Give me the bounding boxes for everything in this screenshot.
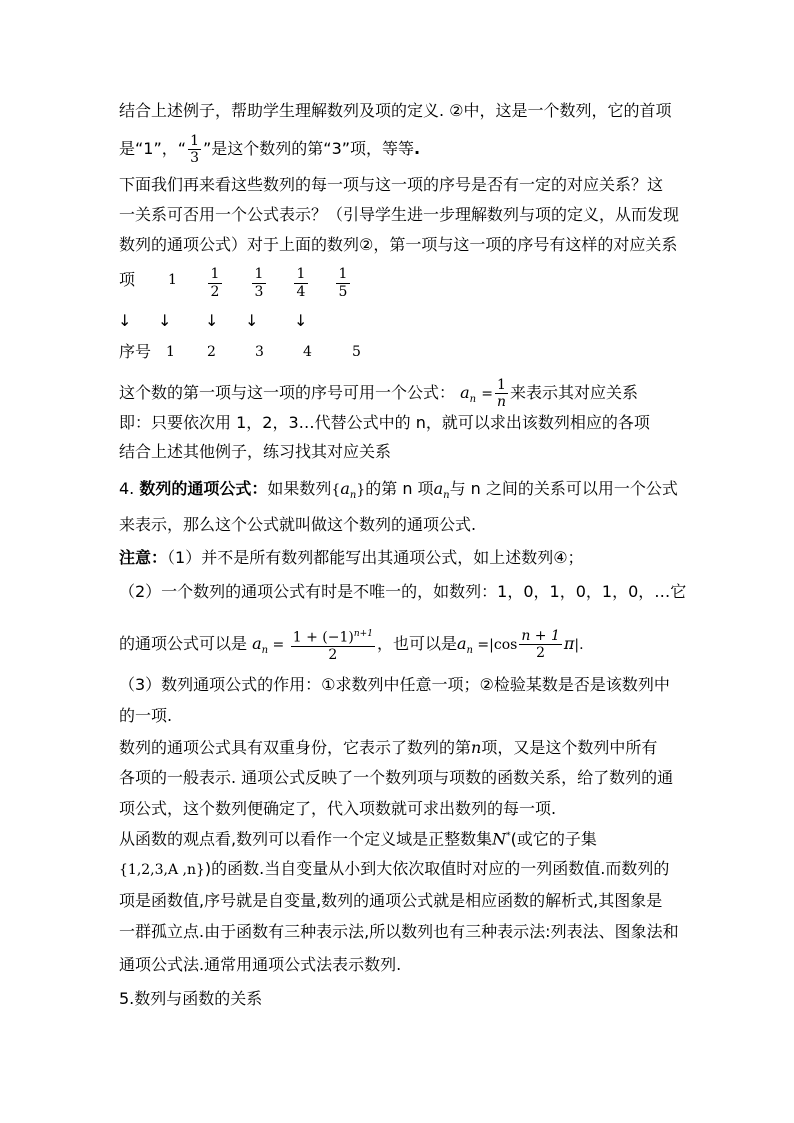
para4-star: * — [506, 831, 511, 841]
para1-line2-a: 是“1”，“ — [119, 139, 187, 158]
para2-line1: 下面我们再来看这些数列的每一项与这一项的序号是否有一定的对应关系？这 — [119, 175, 664, 194]
def-brace-close: } — [356, 482, 366, 498]
note-label: 注意： — [119, 548, 168, 567]
para4-set: {1,2,3,A ,n} — [119, 862, 205, 878]
note-item2: （2）一个数列的通项公式有时是不唯一的，如数列：1，0，1，0，1，0，…它 — [119, 582, 687, 601]
fraction-den: 4 — [296, 284, 306, 300]
abs-bar-end: |. — [574, 636, 584, 653]
note-line1 — [119, 548, 584, 568]
table-fraction-2 — [252, 266, 266, 301]
down-arrow-icon: ↓ — [118, 311, 132, 330]
fraction-one-third — [188, 133, 201, 166]
table-fraction-4 — [336, 266, 350, 301]
fraction-den: n — [496, 394, 506, 410]
para3-line3: 项公式，这个数列便确定了，代入项数就可求出数列的每一项. — [119, 799, 557, 818]
fraction-den: 3 — [190, 150, 199, 166]
para4-line1-b: (或它的子集 — [510, 829, 597, 849]
para1-line1: 结合上述例子，帮助学生理解数列及项的定义. ②中，这是一个数列，它的首项 — [119, 101, 672, 120]
def-term: 数列的通项公式： — [139, 479, 268, 498]
fraction-cos-arg — [519, 628, 562, 661]
table-index-5: 5 — [352, 344, 361, 360]
fraction-num: n + 1 — [521, 627, 560, 644]
abs-bar: | — [489, 636, 494, 653]
definition-line1 — [119, 479, 678, 506]
fraction-num: 1 — [190, 133, 199, 149]
def-text-b: 的第 n 项 — [365, 479, 434, 498]
down-arrow-icon: ↓ — [294, 311, 308, 330]
note-item1: （1）并不是所有数列都能写出其通项公式，如上述数列④； — [167, 548, 584, 567]
formula-a: a — [252, 633, 262, 653]
def-sub-n: n — [349, 490, 357, 502]
para3-n: n — [471, 738, 482, 757]
para1-dot: . — [414, 139, 421, 158]
def-sub-n2: n — [443, 490, 450, 502]
def-text-c: 与 n 之间的关系可以用一个公式 — [449, 479, 678, 498]
fraction-num-text: 1 + (−1) — [292, 629, 354, 646]
def-num: 4. — [119, 479, 140, 498]
fraction-num: 1 — [252, 266, 266, 284]
para4-line1-a: 从函数的观点看,数列可以看作一个定义域是正整数集 — [119, 829, 493, 849]
fraction-den: 5 — [338, 284, 348, 300]
line-practice: 结合上述其他例子，练习找其对应关系 — [119, 442, 392, 461]
para3-line2: 各项的一般表示. 通项公式反映了一个数列项与项数的函数关系，给了数列的通 — [119, 768, 674, 787]
table-fraction-3 — [294, 266, 308, 301]
formula-sub-n: n — [466, 645, 473, 657]
section-5-heading: 5.数列与函数的关系 — [119, 989, 263, 1008]
pi-symbol: π — [563, 633, 575, 653]
formula-prefix: 这个数的第一项与这一项的序号可用一个公式： — [119, 383, 456, 402]
note-item3: （3）数列通项公式的作用：①求数列中任意一项；②检验某数是否是该数列中 — [119, 675, 670, 694]
para4-line2-b: )的函数.当自变量从小到大依次取值时对应的一列函数值.而数列的 — [204, 859, 670, 878]
fraction-num — [291, 626, 375, 647]
para4-line5: 通项公式法.通常用通项公式法表示数列. — [119, 955, 402, 974]
line-ji: 即：只要依次用 1，2，3…代替公式中的 n，就可以求出该数列相应的各项 — [119, 413, 650, 432]
formula-sub-n: n — [469, 394, 477, 406]
formula-a: a — [456, 633, 467, 653]
fraction-den: 2 — [328, 646, 338, 663]
def-a: a — [340, 479, 350, 498]
note-item2-formulas — [119, 626, 584, 663]
formula-suffix: 来表示其对应关系 — [509, 383, 638, 402]
table-item-label: 项 — [119, 270, 136, 289]
table-index-3: 3 — [255, 344, 264, 360]
table-index-2: 2 — [207, 344, 216, 360]
fraction-num: 1 — [294, 266, 308, 284]
para1-line2-b: ”是这个数列的第“3”项，等等 — [202, 139, 415, 158]
table-index-1: 1 — [166, 344, 175, 360]
fraction-den: 2 — [210, 284, 220, 300]
note-item2-b: 的通项公式可以是 — [119, 633, 248, 653]
note-item3-b: 的一项. — [119, 706, 173, 725]
definition-line2: 来表示，那么这个公式就叫做这个数列的通项公式. — [119, 515, 477, 534]
para2-line3: 数列的通项公式）对于上面的数列②，第一项与这一项的序号有这样的对应关系 — [119, 235, 678, 254]
down-arrow-icon: ↓ — [245, 311, 259, 330]
down-arrow-icon: ↓ — [158, 311, 172, 330]
para4-line1 — [119, 826, 597, 849]
note-mid: ，也可以是 — [376, 633, 457, 653]
fraction-exponent: n+1 — [353, 629, 373, 639]
table-index-4: 4 — [303, 344, 312, 360]
para3-line1 — [119, 738, 657, 758]
cos-label: cos — [493, 636, 518, 653]
fraction-num: 1 — [208, 266, 222, 284]
def-a2: a — [433, 479, 444, 498]
table-fraction-1 — [208, 266, 222, 301]
fraction-num: 1 — [336, 266, 350, 284]
para1-line2 — [119, 133, 420, 166]
formula-eq: = — [472, 636, 490, 653]
fraction-num: 1 — [495, 377, 508, 394]
formula-a: a — [460, 383, 470, 402]
para3-line1-a: 数列的通项公式具有双重身份，它表示了数列的第 — [119, 738, 472, 757]
table-index-label: 序号 — [119, 342, 152, 361]
para4-line3: 项是函数值,序号就是自变量,数列的通项公式就是相应函数的解析式,其图象是 — [119, 891, 663, 910]
formula-sub-n: n — [261, 645, 269, 657]
formula-line — [119, 377, 638, 410]
def-text-a: 如果数列 — [267, 479, 332, 498]
fraction-alternating — [291, 626, 375, 663]
table-item-first: 1 — [168, 272, 177, 288]
para2-line2: 一关系可否用一个公式表示？（引导学生进一步理解数列与项的定义，从而发现 — [119, 205, 680, 224]
para3-line1-b: 项，又是这个数列中所有 — [481, 738, 658, 757]
fraction-den: 3 — [254, 284, 264, 300]
formula-eq: = — [481, 386, 493, 402]
para4-N: N — [492, 829, 507, 849]
fraction-den: 2 — [536, 644, 546, 661]
para4-line2 — [119, 859, 669, 880]
def-brace-open: { — [331, 482, 341, 498]
fraction-one-over-n — [495, 377, 508, 410]
para4-line4: 一群孤立点.由于函数有三种表示法,所以数列也有三种表示法:列表法、图象法和 — [119, 922, 679, 941]
formula-eq: = — [268, 636, 289, 653]
down-arrow-icon: ↓ — [205, 311, 219, 330]
